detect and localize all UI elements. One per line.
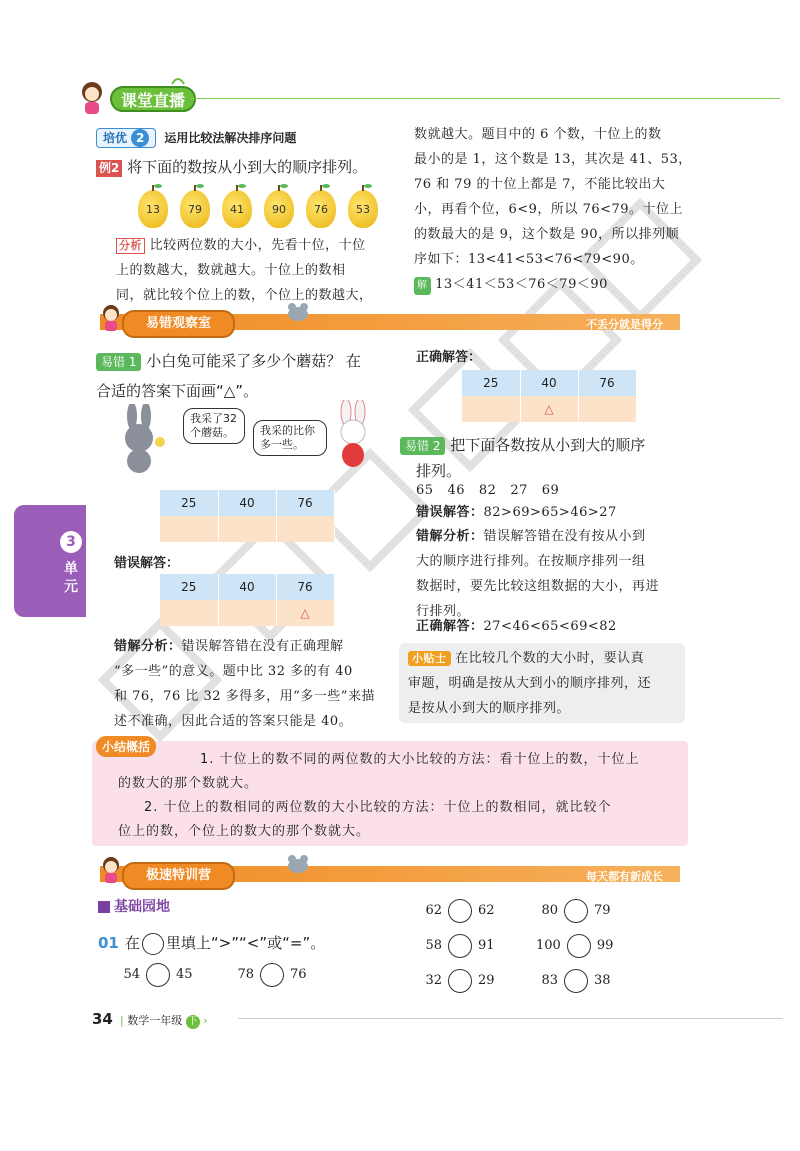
answer-circle[interactable] [448, 969, 472, 993]
err2-analysis [416, 524, 696, 624]
compare-left: 83 [541, 973, 558, 988]
table-cell: 25 [160, 490, 218, 516]
compare-right: 76 [290, 967, 307, 982]
tip-line: 是按从小到大的顺序排列。 [408, 701, 571, 716]
compare-item [420, 894, 495, 928]
compare-left: 78 [237, 967, 254, 982]
compare-right: 38 [594, 973, 611, 988]
section-slogan: 每天都有新成长 [586, 870, 663, 883]
pear-row [138, 190, 390, 228]
correct-label: 正确解答： [416, 350, 482, 365]
table-cell [462, 396, 520, 422]
practice-subtitle [98, 896, 170, 916]
speech-bubble: 我采的比你多一些。 [253, 420, 327, 456]
analysis-line: 小，再看个位，6<9，所以 76<79。十位上 [414, 202, 684, 217]
analysis-block [116, 233, 386, 308]
answer-circle[interactable] [448, 899, 472, 923]
analysis-label: 错解分析： [416, 529, 484, 544]
section-title: 极速特训营 [122, 862, 235, 890]
table-cell: 76 [276, 490, 334, 516]
compare-right: 62 [478, 903, 495, 918]
question-text: 在 [124, 934, 140, 952]
rabbit-white-icon [328, 400, 378, 470]
wrong-label: 错误解答： [114, 556, 180, 571]
arrow-icon: › [203, 1014, 208, 1027]
example-text: 将下面的数按从小到大的顺序排列。 [127, 158, 368, 176]
compare-right: 45 [176, 967, 193, 982]
section-title: 易错观察室 [122, 310, 235, 338]
peiyou-header [96, 128, 384, 148]
answer-circle[interactable] [448, 934, 472, 958]
answer-text: 13＜41＜53＜76＜79＜90 [435, 277, 608, 292]
header-line [190, 98, 780, 99]
summary-line: 1. 十位上的数不同的两位数的大小比较的方法：看十位上的数，十位上 [200, 752, 640, 767]
analysis-continued [414, 122, 704, 297]
err1-question [96, 346, 386, 406]
peiyou-tag: 培优 2 [96, 128, 156, 148]
err2-text: 排列。 [416, 462, 462, 480]
table-cell [276, 516, 334, 542]
circle-blank-icon [142, 933, 164, 955]
analysis-label: 分析 [116, 238, 145, 254]
table-cell [160, 600, 218, 626]
err1-text: 小白兔可能采了多少个蘑菇？ 在 [146, 352, 362, 370]
analysis-line: “多一些”的意义。题中比 32 多的有 40 [114, 664, 353, 679]
summary-line: 2. 十位上的数相同的两位数的大小比较的方法：十位上的数相同，就比较个 [144, 800, 612, 815]
analysis-line: 数据时，要先比较这组数据的大小，再进 [416, 579, 660, 594]
triangle-mark: △ [276, 600, 334, 626]
answer-circle[interactable] [567, 934, 591, 958]
table-cell: 25 [462, 370, 520, 396]
compare-left: 80 [541, 903, 558, 918]
answer-circle[interactable] [146, 963, 170, 987]
err2-numbers: 65 46 82 27 69 [416, 483, 560, 498]
compare-right: 29 [478, 973, 495, 988]
pear: 79 [180, 190, 210, 228]
compare-item [232, 958, 307, 992]
analysis-line: 行排列。 [416, 604, 471, 619]
page-number: 34 [92, 1010, 113, 1028]
question-text: 里填上“>”“<”或“=”。 [165, 934, 326, 952]
table-cell: 76 [578, 370, 636, 396]
compare-left: 32 [425, 973, 442, 988]
girl-mascot-icon [72, 78, 112, 118]
unit-label: 单元 [64, 561, 78, 595]
table-cell [218, 600, 276, 626]
unit-number: 3 [60, 531, 82, 553]
analysis-line: 错误解答错在没有正确理解 [181, 639, 344, 654]
footer-line [238, 1018, 783, 1019]
err2-correct [416, 614, 696, 639]
compare-item [536, 929, 613, 963]
volume-badge: 下 [187, 1016, 198, 1027]
analysis-line: 的数最大的是 9，这个数是 90，所以排列顺 [414, 227, 680, 242]
table-cell [218, 516, 276, 542]
answer-circle[interactable] [564, 899, 588, 923]
footer-book: | 数学一年级 下 › [120, 1014, 208, 1027]
signal-icon [168, 74, 188, 86]
analysis-line: 76 和 79 的十位上都是 7，不能比较出大 [414, 177, 666, 192]
analysis-line: 比较两位数的大小，先看十位，十位 [149, 238, 366, 253]
compare-left: 54 [123, 967, 140, 982]
speech-bubble: 我采了32个蘑菇。 [183, 408, 245, 444]
tip-line: 在比较几个数的大小时，要认真 [455, 651, 645, 666]
compare-item [118, 958, 193, 992]
wrong-label: 错误解答： [416, 505, 484, 520]
table-cell: 76 [276, 574, 334, 600]
pear: 53 [348, 190, 378, 228]
triangle-mark: △ [520, 396, 578, 422]
rabbit-gray-icon [112, 404, 172, 474]
compare-left: 62 [425, 903, 442, 918]
table-cell [160, 516, 218, 542]
table-cell: 40 [520, 370, 578, 396]
square-icon [98, 901, 110, 913]
choice-table [160, 490, 335, 542]
pear: 41 [222, 190, 252, 228]
table-cell [578, 396, 636, 422]
pear: 90 [264, 190, 294, 228]
question-number: 01 [98, 934, 119, 952]
compare-item [536, 894, 611, 928]
analysis-line: 数就越大。题目中的 6 个数，十位上的数 [414, 127, 662, 142]
pear: 13 [138, 190, 168, 228]
err2-text: 把下面各数按从小到大的顺序 [450, 436, 646, 454]
tip-text [408, 646, 684, 721]
compare-left: 58 [425, 938, 442, 953]
analysis-line: 序如下：13<41<53<76<79<90。 [414, 252, 644, 267]
analysis-label: 错解分析： [114, 639, 182, 654]
compare-item [420, 929, 495, 963]
summary-line: 的数大的那个数就大。 [118, 776, 259, 791]
correct-answer: 27<46<65<69<82 [483, 619, 617, 634]
err1-label: 易错 1 [96, 353, 141, 371]
wrong-answer: 82>69>65>46>27 [483, 505, 617, 520]
err2-wrong [416, 500, 696, 525]
tip-label: 小贴士 [408, 651, 451, 666]
err2-label: 易错 2 [400, 437, 445, 455]
wrong-table [160, 574, 335, 626]
correct-table [462, 370, 637, 422]
practice-question [98, 930, 325, 956]
subtitle-text: 基础园地 [114, 899, 170, 915]
pear: 76 [306, 190, 336, 228]
answer-circle[interactable] [260, 963, 284, 987]
peiyou-title: 运用比较法解决排序问题 [164, 131, 297, 145]
err1-text: 合适的答案下面画“△”。 [96, 382, 259, 400]
compare-item [536, 964, 611, 998]
analysis-line: 上的数越大，数就越大。十位上的数相 [116, 263, 346, 278]
table-cell: 40 [218, 490, 276, 516]
compare-right: 99 [596, 938, 614, 953]
answer-circle[interactable] [564, 969, 588, 993]
compare-right: 91 [478, 938, 495, 953]
table-cell: 40 [218, 574, 276, 600]
tip-line: 审题，明确是按从大到小的顺序排列，还 [408, 676, 652, 691]
analysis-line: 最小的是 1，这个数是 13，其次是 41、53， [414, 152, 692, 167]
header-banner: 课堂直播 [110, 86, 196, 112]
analysis-line: 大的顺序进行排列。在按顺序排列一组 [416, 554, 646, 569]
mouse-icon [284, 852, 312, 876]
example-question [96, 156, 367, 178]
summary-label: 小结概括 [96, 736, 156, 757]
compare-item [420, 964, 495, 998]
example-label: 例2 [96, 160, 122, 177]
summary-text [118, 748, 678, 844]
compare-right: 79 [594, 903, 611, 918]
answer-label: 解 [414, 277, 431, 295]
err1-analysis [114, 634, 386, 734]
compare-left: 100 [536, 938, 561, 953]
analysis-line: 述不准确，因此合适的答案只能是 40。 [114, 714, 353, 729]
analysis-line: 错误解答错在没有按从小到 [483, 529, 646, 544]
err2-question [400, 432, 700, 484]
section-slogan: 不丢分就是得分 [586, 318, 663, 331]
table-cell: 25 [160, 574, 218, 600]
analysis-line: 和 76，76 比 32 多得多，用“多一些”来描 [114, 689, 375, 704]
summary-line: 位上的数，个位上的数大的那个数就大。 [118, 824, 371, 839]
analysis-line: 同，就比较个位上的数，个位上的数越大， [116, 288, 373, 303]
mouse-icon [284, 300, 312, 324]
correct-label: 正确解答： [416, 619, 484, 634]
book-title: 数学一年级 [127, 1014, 183, 1027]
